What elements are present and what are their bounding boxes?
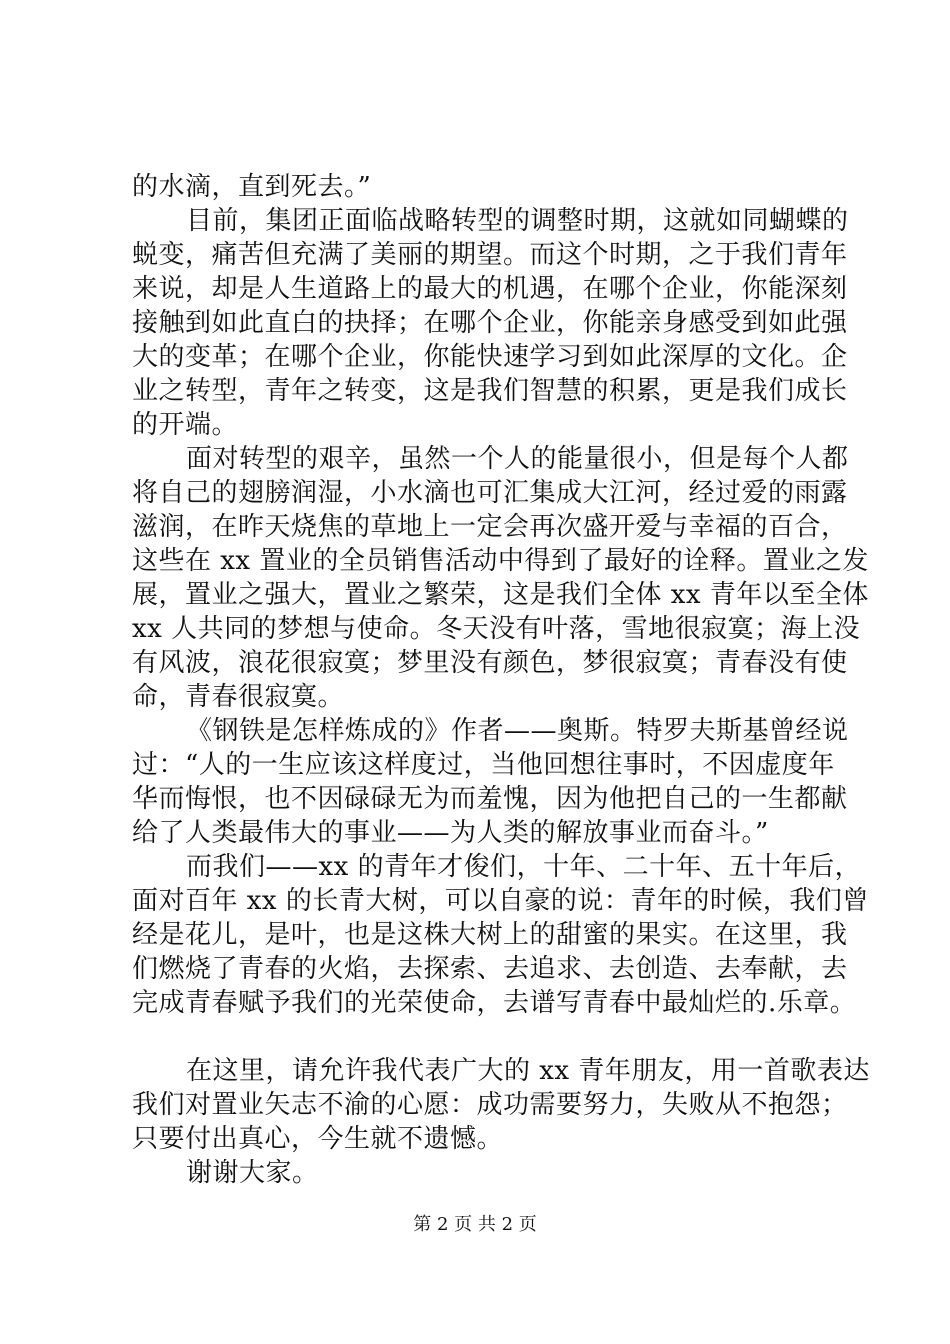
text-line: 华而悔恨，也不因碌碌无为而羞愧，因为他把自己的一生都献 (132, 784, 848, 814)
text-line: 大的变革；在哪个企业，你能快速学习到如此深厚的文化。企 (132, 342, 848, 372)
text-line: 的开端。 (132, 410, 239, 440)
text-line: 有风波，浪花很寂寞；梦里没有颜色，梦很寂寞；青春没有使 (132, 648, 848, 678)
text-line: 我们对置业矢志不渝的心愿：成功需要努力，失败从不抱怨； (132, 1090, 848, 1120)
page-footer: 第 2 页 共 2 页 (413, 1214, 537, 1235)
text-line: 的水滴，直到死去。” (132, 172, 372, 202)
text-line: 给了人类最伟大的事业——为人类的解放事业而奋斗。” (132, 818, 769, 848)
text-line: 将自己的翅膀润湿，小水滴也可汇集成大江河，经过爱的雨露 (132, 478, 848, 508)
text-line: 谢谢大家。 (186, 1158, 319, 1188)
text-line: xx 人共同的梦想与使命。冬天没有叶落，雪地很寂寞；海上没 (132, 614, 861, 644)
text-line: 业之转型，青年之转变，这是我们智慧的积累，更是我们成长 (132, 376, 848, 406)
document-body (132, 170, 870, 1190)
blank-line (132, 1020, 832, 1054)
text-line: 目前，集团正面临战略转型的调整时期，这就如同蝴蝶的 (186, 206, 849, 236)
text-line: 这些在 xx 置业的全员销售活动中得到了最好的诠释。置业之发 (132, 546, 869, 576)
text-line: 命，青春很寂寞。 (132, 682, 345, 712)
text-line: 面对百年 xx 的长青大树，可以自豪的说：青年的时候，我们曾 (132, 886, 869, 916)
text-line: 完成青春赋予我们的光荣使命，去谱写青春中最灿烂的.乐章。 (132, 988, 857, 1018)
text-line: 滋润，在昨天烧焦的草地上一定会再次盛开爱与幸福的百合， (132, 512, 848, 542)
text-line: 过：“人的一生应该这样度过，当他回想往事时，不因虚度年 (132, 750, 835, 780)
text-line: 蜕变，痛苦但充满了美丽的期望。而这个时期，之于我们青年 (132, 240, 848, 270)
text-line: 展，置业之强大，置业之繁荣，这是我们全体 xx 青年以至全体 (132, 580, 869, 610)
text-line: 经是花儿，是叶，也是这株大树上的甜蜜的果实。在这里，我 (132, 920, 848, 950)
text-line: 只要付出真心，今生就不遗憾。 (132, 1124, 504, 1154)
text-line: 接触到如此直白的抉择；在哪个企业，你能亲身感受到如此强 (132, 308, 848, 338)
text-line: 而我们——xx 的青年才俊们，十年、二十年、五十年后， (186, 852, 862, 882)
text-line: 来说，却是人生道路上的最大的机遇，在哪个企业，你能深刻 (132, 274, 848, 304)
text-line: 《钢铁是怎样炼成的》作者——奥斯。特罗夫斯基曾经说 (186, 716, 849, 746)
text-line: 面对转型的艰辛，虽然一个人的能量很小，但是每个人都 (186, 444, 849, 474)
text-line: 们燃烧了青春的火焰，去探索、去追求、去创造、去奉献，去 (132, 954, 848, 984)
text-line: 在这里，请允许我代表广大的 xx 青年朋友，用一首歌表达 (186, 1056, 870, 1086)
